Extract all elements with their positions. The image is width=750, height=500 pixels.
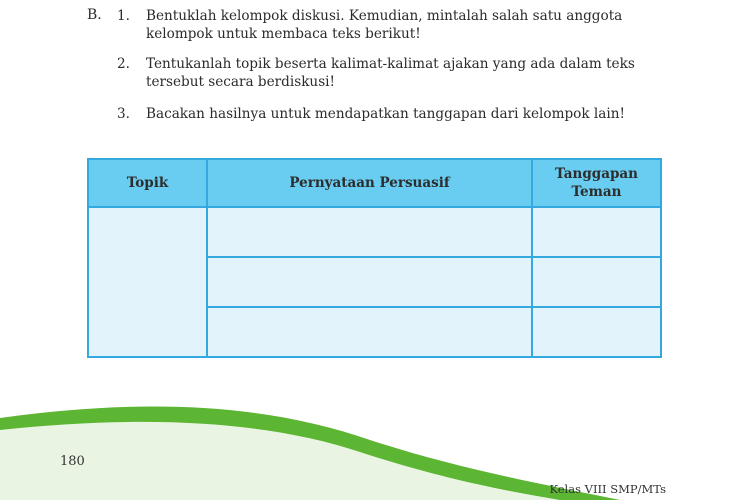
item-number: 1.: [117, 8, 130, 24]
section-letter: B.: [87, 7, 102, 23]
item-text: Bentuklah kelompok diskusi. Kemudian, mintalah salah satu anggota kelompok untuk membaca teks berikut!: [146, 8, 623, 42]
item-number: 3.: [117, 106, 130, 122]
header-pernyataan-persuasif: Pernyataan Persuasif: [207, 159, 532, 207]
header-topik: Topik: [88, 159, 207, 207]
header-tanggapan-label: Tanggapan Teman: [555, 166, 638, 200]
book-label: Kelas VIII SMP/MTs: [549, 482, 666, 496]
item-text: Tentukanlah topik beserta kalimat-kalimat ajakan yang ada dalam teks tersebut secara berdiskusi!: [146, 56, 635, 90]
page-number: 180: [60, 454, 85, 469]
item-text: Bacakan hasilnya untuk mendapatkan tanggapan dari kelompok lain!: [146, 106, 625, 122]
item-number: 2.: [117, 56, 130, 72]
